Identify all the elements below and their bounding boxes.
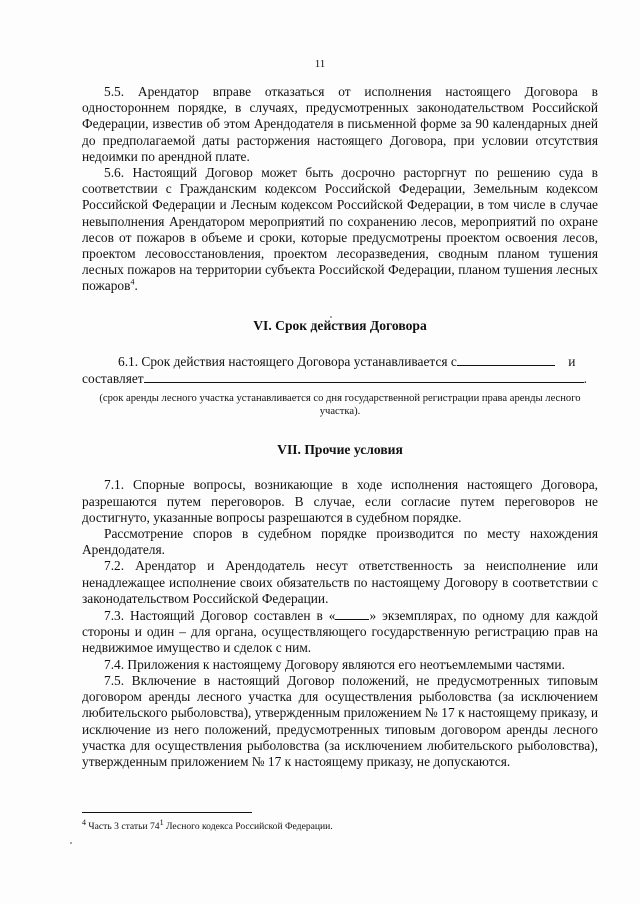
paragraph-7-3-end: » экземплярах, по одному для каждой стороны и один – для органа, осуществляющего государственную регистрацию прав на недвижимое имущество и сделок с ним. [82,608,598,656]
paragraph-7-5: 7.5. Включение в настоящий Договор положений, не предусмотренных типовым договором аренды лесного участка для осуществления рыболовства (за исключением любительского рыболовства), утвержденным приложением № 17 к настоящему приказу, и исключение из него положений, предусмотренных типовым договором аренды лесного участка для осуществления рыболовства (за исключением любительского рыболовства), утвержденным приложением № 17 к настоящему приказу, не допускаются. [82,672,598,769]
paragraph-7-1: 7.1. Спорные вопросы, возникающие в ходе исполнения настоящего Договора, разрешаются путем переговоров. В случае, если согласие путем переговоров не достигнуто, указанные вопросы разрешаются в судебном порядке. [82,477,598,525]
paragraph-7-4: 7.4. Приложения к настоящему Договору являются его неотъемлемыми частями. [104,656,565,672]
footnote-ref: 4 [130,277,135,287]
footnote-text: Часть 3 статьи 74 [88,821,160,832]
paragraph-7-1-b: Рассмотрение споров в судебном порядке производится по месту нахождения Арендодателя. [82,526,598,558]
paragraph-6-1-and: и [568,353,576,369]
start-date-blank [457,353,555,366]
paragraph-7-2: 7.2. Арендатор и Арендодатель несут ответственность за неисполнение или ненадлежащее исполнение своих обязательств по настоящему Договору в соответствии с законодательством Российской Федерации. [82,558,598,606]
scan-speck [70,842,72,844]
footnote-article-sup: 1 [159,817,164,827]
section-7-heading: VII. Прочие условия [277,442,403,458]
paragraph-5-6-end: . [134,278,138,294]
section-6-heading: VI. Срок действия Договора [253,317,427,333]
paragraph-7-3 [82,607,598,657]
document-body [82,84,598,770]
paragraph-5-5: 5.5. Арендатор вправе отказаться от исполнения настоящего Договора в одностороннем порядке, в случаях, предусмотренных законодательством Российской Федерации, известив об этом Арендодателя в письменной форме за 90 календарных дней до предполагаемой даты расторжения настоящего Договора, при условии отсутствия недоимки по арендной плате. [82,84,598,164]
copies-blank [335,607,369,620]
paragraph-6-1-cont [82,370,598,387]
term-note: (срок аренды лесного участка устанавливается со дня государственной регистрации права аренды лесного участка). [99,393,581,418]
paragraph-5-6 [82,165,598,295]
footnote-number: 4 [82,817,86,827]
term-blank [144,370,584,383]
paragraph-6-1-end: . [583,371,588,387]
paragraph-5-6-text: 5.6. Настоящий Договор может быть досрочно расторгнут по решению суда в соответствии с Гражданским кодексом Российской Федерации, Земельным кодексом Российской Федерации и Лесным кодексом Российской Федерации, в том числе в случае невыполнения Арендатором мероприятий по сохранению лесов, мероприятий по охране лесов от пожаров в объеме и сроки, которые предусмотрены проектом освоения лесов, проектом лесовосстановления, проектом лесоразведения, сводным планом тушения лесных пожаров на территории субъекта Российской Федерации, планом тушения лесных пожаров [82,165,598,294]
footnote-separator [82,812,252,813]
footnote [82,817,333,832]
paragraph-6-1-term-label: составляет [82,371,144,387]
scan-speck [330,316,332,318]
page-number: 11 [314,58,326,70]
footnote-text-end: Лесного кодекса Российской Федерации. [163,821,333,832]
paragraph-6-1 [82,353,598,370]
paragraph-7-3-start: 7.3. Настоящий Договор составлен в « [104,608,336,624]
paragraph-6-1-start: 6.1. Срок действия настоящего Договора устанавливается с [118,353,457,369]
